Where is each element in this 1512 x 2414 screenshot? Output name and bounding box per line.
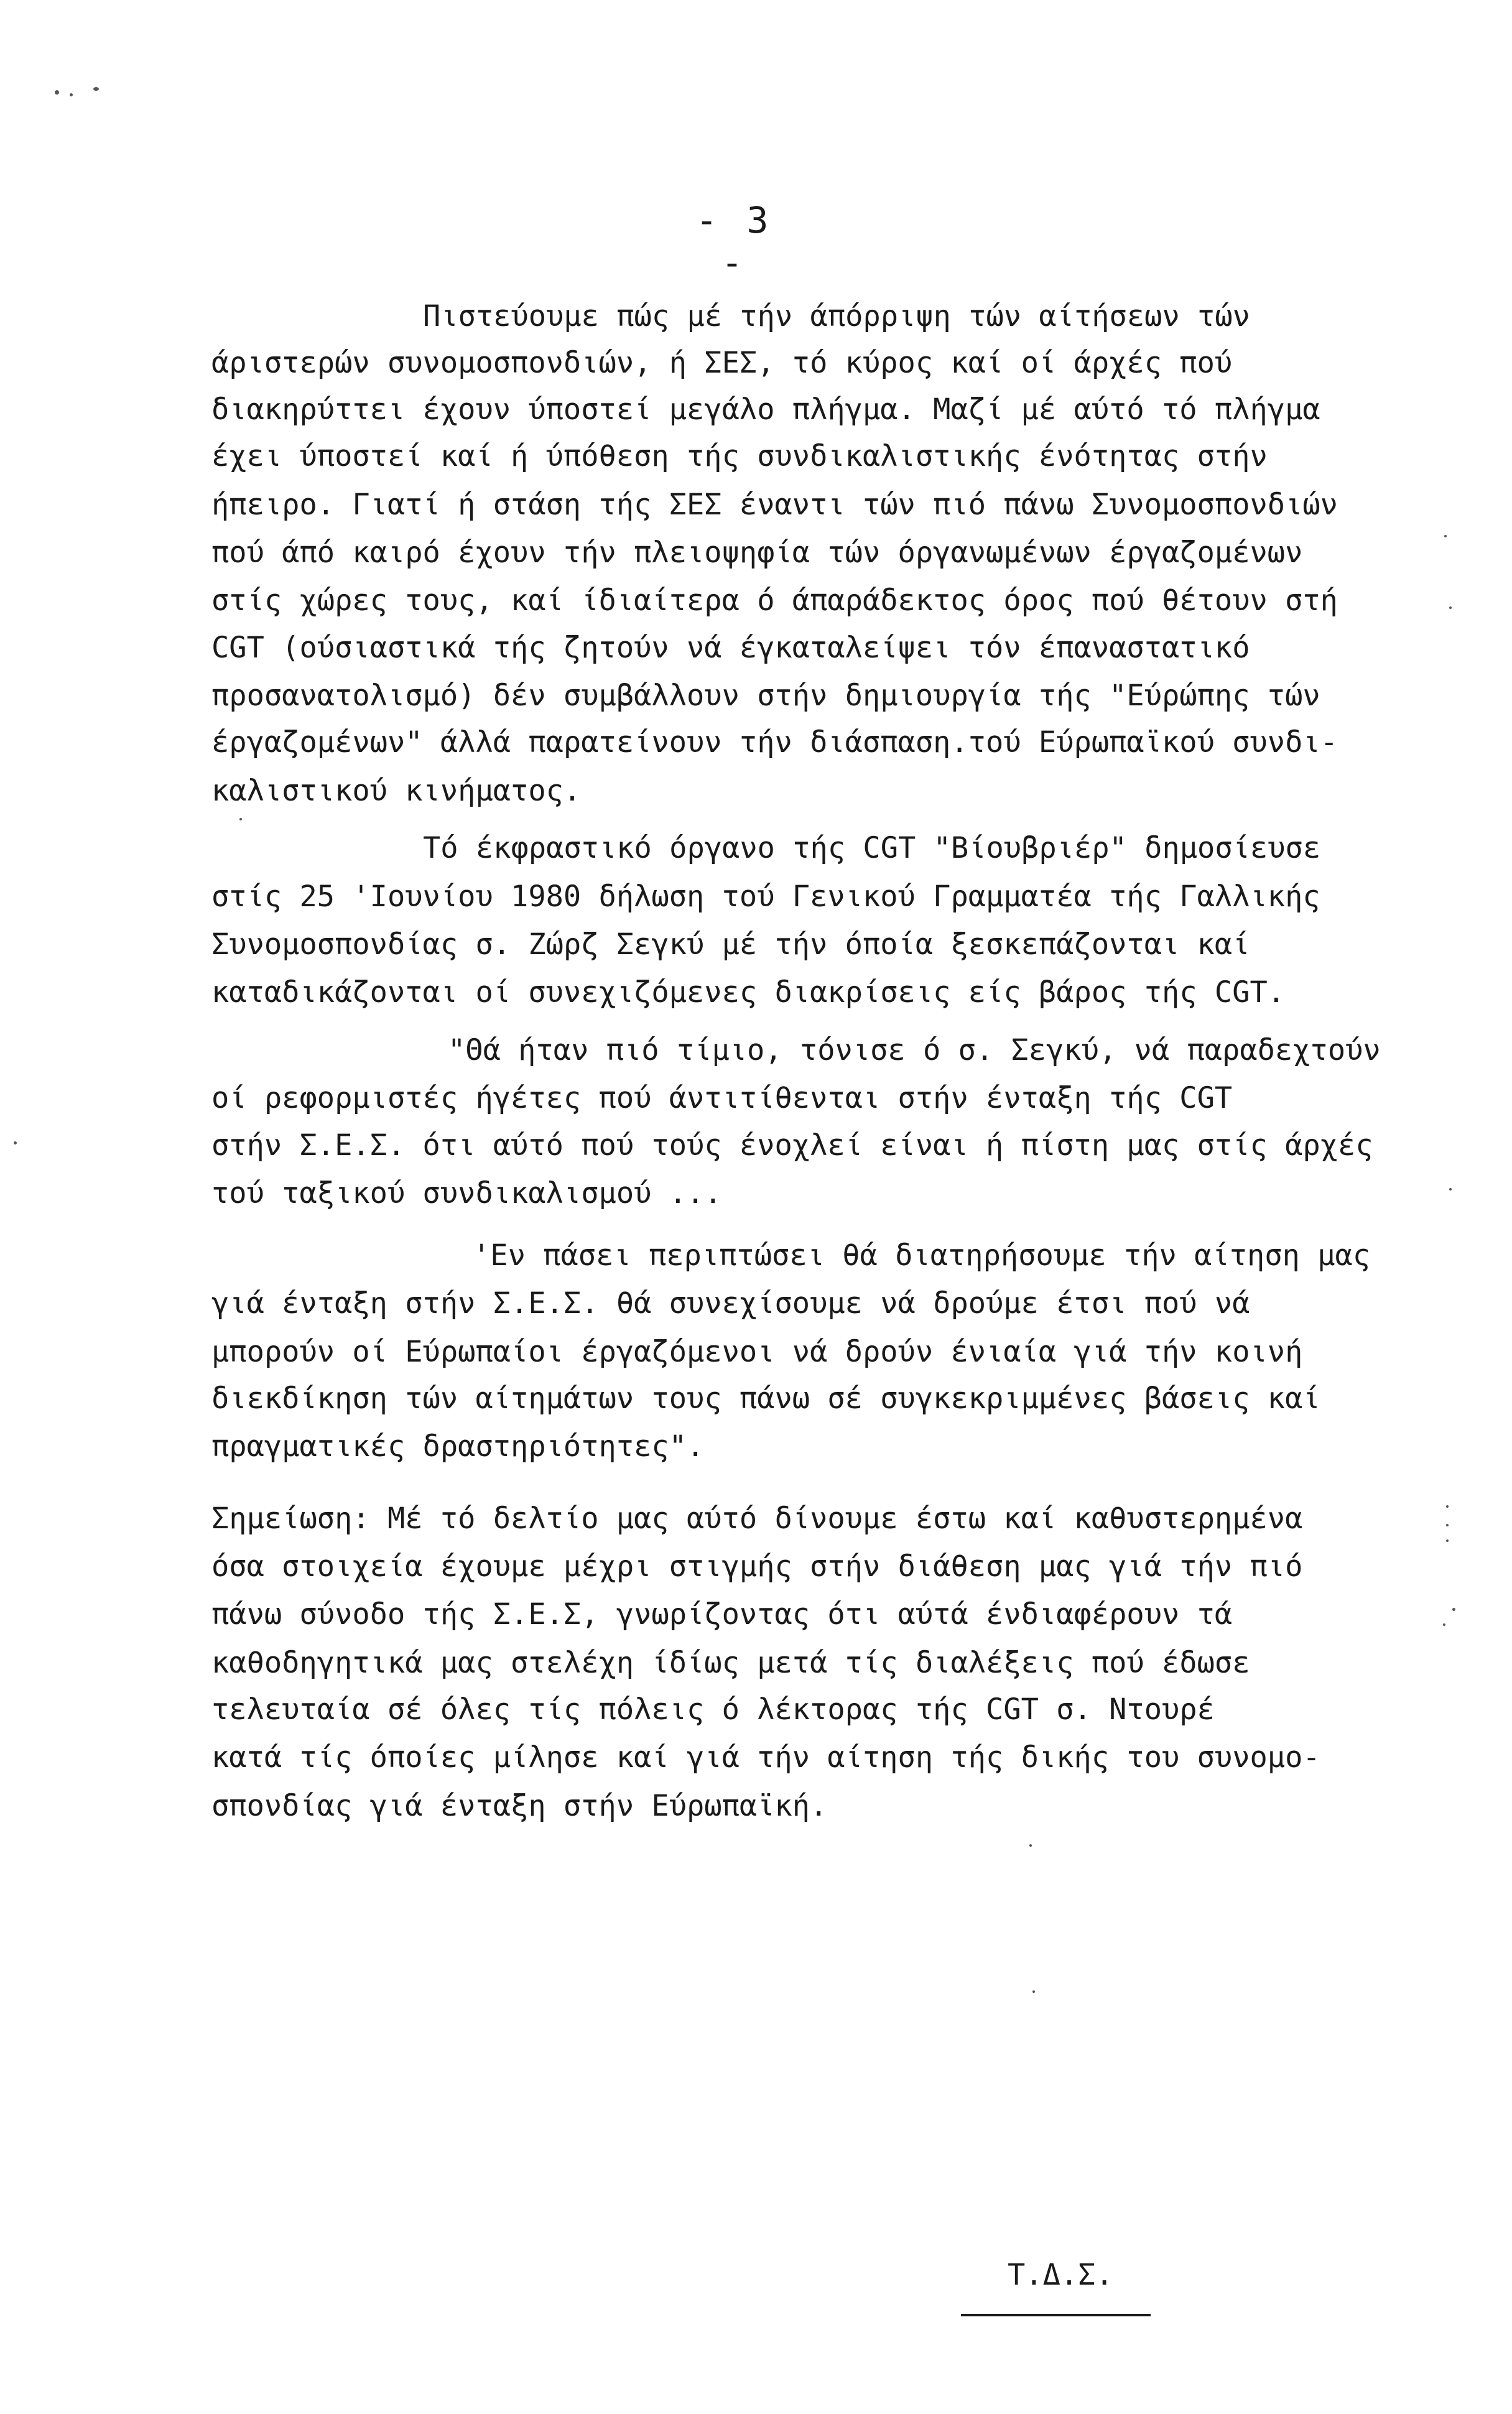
signature: Τ.Δ.Σ. [1008,2258,1113,2292]
scan-speck [55,90,59,95]
paragraph-line: προσανατολισμό) δέν συμβάλλουν στήν δημιουργία τής "Εύρώπης τών [211,679,1320,713]
paragraph-line: ήπειρο. Γιατί ή στάση τής ΣΕΣ έναντι τών πιό πάνω Συνομοσπονδιών [211,488,1338,522]
paragraph-line: Τό έκφραστικό όργανο τής CGT "Βίουβριέρ" δημοσίευσε [423,831,1321,865]
paragraph-line: άριστερών συνομοσπονδιών, ή ΣΕΣ, τό κύρος καί οί άρχές πού [211,346,1233,380]
note-line: τελευταία σέ όλες τίς πόλεις ό λέκτορας τής CGT σ. Ντουρέ [211,1692,1215,1727]
page-number: - 3 - [695,199,772,284]
paragraph-line: "Θά ήταν πιό τίμιο, τόνισε ό σ. Σεγκύ, νά παραδεχτούν [448,1033,1381,1067]
note-line: σπονδίας γιά ένταξη στήν Εύρωπαϊκή. [211,1789,828,1823]
paragraph-line: CGT (ούσιαστικά τής ζητούν νά έγκαταλείψει τόν έπαναστατικό [211,631,1250,665]
paragraph-line: Συνομοσπονδίας σ. Ζώρζ Σεγκύ μέ τήν όποία ξεσκεπάζονται καί [211,927,1250,962]
scan-speck [1443,1623,1445,1626]
paragraph-line: πού άπό καιρό έχουν τήν πλειοψηφία τών όργανωμένων έργαζομένων [211,536,1303,570]
scan-speck [239,818,242,820]
note-line: κατά τίς όποίες μίλησε καί γιά τήν αίτηση τής δικής του συνομο- [211,1740,1320,1775]
scan-speck [14,1141,17,1144]
note-line: καθοδηγητικά μας στελέχη ίδίως μετά τίς διαλέξεις πού έδωσε [211,1646,1250,1680]
paragraph-line: έχει ύποστεί καί ή ύπόθεση τής συνδικαλιστικής ένότητας στήν [211,439,1268,473]
note-line: Σημείωση: Μέ τό δελτίο μας αύτό δίνουμε έστω καί καθυστερημένα [211,1502,1303,1536]
paragraph-line: καταδικάζονται οί συνεχιζόμενες διακρίσεις είς βάρος τής CGT. [211,975,1286,1010]
paragraph-line: οί ρεφορμιστές ήγέτες πού άντιτίθενται στήν ένταξη τής CGT [211,1081,1233,1115]
paragraph-line: διεκδίκηση τών αίτημάτων τους πάνω σέ συγκεκριμμένες βάσεις καί [211,1381,1320,1416]
scan-speck [1452,1608,1455,1611]
scan-speck [70,93,73,96]
note-line: όσα στοιχεία έχουμε μέχρι στιγμής στήν διάθεση μας γιά τήν πιό [211,1549,1303,1584]
paragraph-line: στήν Σ.Ε.Σ. ότι αύτό πού τούς ένοχλεί είναι ή πίστη μας στίς άρχές [211,1128,1373,1163]
note-line: πάνω σύνοδο τής Σ.Ε.Σ, γνωρίζοντας ότι αύτά ένδιαφέρουν τά [211,1597,1233,1632]
paragraph-line: στίς 25 'Ιουνίου 1980 δήλωση τού Γενικού Γραμματέα τής Γαλλικής [211,880,1320,914]
scan-speck [1449,606,1452,609]
scan-speck [1029,1844,1032,1847]
scan-speck [1446,1539,1449,1542]
scan-speck [1446,1505,1449,1508]
paragraph-line: τού ταξικού συνδικαλισμού ... [211,1176,722,1210]
paragraph-line: Πιστεύουμε πώς μέ τήν άπόρριψη τών αίτήσεων τών [423,299,1250,333]
paragraph-line: 'Εν πάσει περιπτώσει θά διατηρήσουμε τήν αίτηση μας [473,1238,1371,1273]
paragraph-line: διακηρύττει έχουν ύποστεί μεγάλο πλήγμα. Μαζί μέ αύτό τό πλήγμα [211,392,1320,427]
scan-speck [1449,1188,1452,1191]
paragraph-line: στίς χώρες τους, καί ίδιαίτερα ό άπαράδεκτος όρος πού θέτουν στή [211,583,1338,618]
scan-speck [93,87,99,91]
paragraph-line: πραγματικές δραστηριότητες". [211,1429,705,1464]
scan-speck [1032,1990,1035,1993]
paragraph-line: μπορούν οί Εύρωπαίοι έργαζόμενοι νά δρούν ένιαία γιά τήν κοινή [211,1335,1303,1369]
paragraph-line: έργαζομένων" άλλά παρατείνουν τήν διάσπαση.τού Εύρωπαϊκού συνδι- [211,725,1338,759]
scan-speck [1446,1524,1449,1526]
paragraph-line: καλιστικού κινήματος. [211,774,582,808]
scan-speck [1444,535,1447,537]
paragraph-line: γιά ένταξη στήν Σ.Ε.Σ. θά συνεχίσουμε νά δρούμε έτσι πού νά [211,1286,1250,1321]
signature-underline [961,2314,1151,2316]
